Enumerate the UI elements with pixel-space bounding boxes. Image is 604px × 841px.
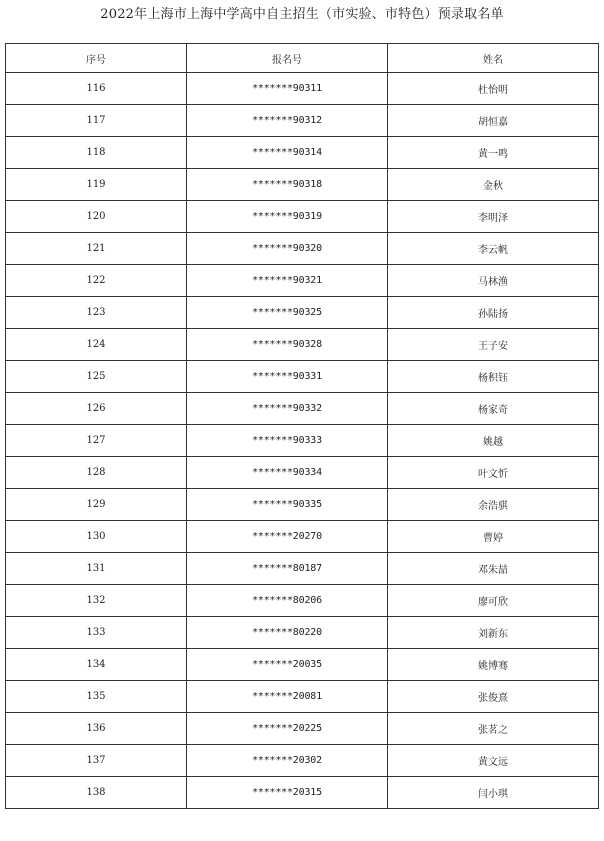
registration-number-cell: *******80187 [187, 553, 388, 585]
table-row [6, 361, 599, 393]
table-row [6, 489, 599, 521]
student-name-cell: 曹婷 [388, 521, 599, 553]
table-row [6, 201, 599, 233]
table-row [6, 105, 599, 137]
serial-number-cell: 136 [6, 713, 187, 745]
student-name-cell: 姚越 [388, 425, 599, 457]
registration-number-cell: *******90318 [187, 169, 388, 201]
registration-number-cell: *******20081 [187, 681, 388, 713]
table-row [6, 233, 599, 265]
student-name-cell: 李云帆 [388, 233, 599, 265]
registration-number-cell: *******90311 [187, 73, 388, 105]
table-row [6, 585, 599, 617]
table-row [6, 713, 599, 745]
student-name-cell: 廖可欣 [388, 585, 599, 617]
serial-number-cell: 122 [6, 265, 187, 297]
registration-number-cell: *******90335 [187, 489, 388, 521]
student-name-cell: 叶文忻 [388, 457, 599, 489]
registration-number-cell: *******90319 [187, 201, 388, 233]
registration-number-cell: *******80220 [187, 617, 388, 649]
registration-number-cell: *******90331 [187, 361, 388, 393]
header-name: 姓名 [388, 44, 599, 73]
registration-number-cell: *******20225 [187, 713, 388, 745]
serial-number-cell: 117 [6, 105, 187, 137]
registration-number-cell: *******20270 [187, 521, 388, 553]
serial-number-cell: 133 [6, 617, 187, 649]
page-title: 2022年上海市上海中学高中自主招生（市实验、市特色）预录取名单 [100, 7, 504, 22]
serial-number-cell: 116 [6, 73, 187, 105]
serial-number-cell: 129 [6, 489, 187, 521]
student-name-cell: 张茗之 [388, 713, 599, 745]
serial-number-cell: 127 [6, 425, 187, 457]
registration-number-cell: *******90328 [187, 329, 388, 361]
serial-number-cell: 118 [6, 137, 187, 169]
student-name-cell: 余浩骐 [388, 489, 599, 521]
table-row [6, 457, 599, 489]
registration-number-cell: *******20315 [187, 777, 388, 809]
registration-number-cell: *******90312 [187, 105, 388, 137]
serial-number-cell: 137 [6, 745, 187, 777]
admission-table [5, 43, 599, 809]
table-row [6, 169, 599, 201]
student-name-cell: 黄一鸣 [388, 137, 599, 169]
serial-number-cell: 138 [6, 777, 187, 809]
student-name-cell: 李明泽 [388, 201, 599, 233]
serial-number-cell: 121 [6, 233, 187, 265]
registration-number-cell: *******90321 [187, 265, 388, 297]
table-row [6, 553, 599, 585]
serial-number-cell: 120 [6, 201, 187, 233]
header-registration-number: 报名号 [187, 44, 388, 73]
serial-number-cell: 131 [6, 553, 187, 585]
serial-number-cell: 124 [6, 329, 187, 361]
student-name-cell: 杨积钰 [388, 361, 599, 393]
table-body [6, 73, 599, 809]
student-name-cell: 张俊熹 [388, 681, 599, 713]
header-serial-number: 序号 [6, 44, 187, 73]
table-row [6, 393, 599, 425]
student-name-cell: 姚博骞 [388, 649, 599, 681]
student-name-cell: 闫小琪 [388, 777, 599, 809]
student-name-cell: 马林渔 [388, 265, 599, 297]
registration-number-cell: *******90320 [187, 233, 388, 265]
student-name-cell: 黄文远 [388, 745, 599, 777]
registration-number-cell: *******80206 [187, 585, 388, 617]
serial-number-cell: 135 [6, 681, 187, 713]
table-row [6, 681, 599, 713]
student-name-cell: 金秋 [388, 169, 599, 201]
registration-number-cell: *******90334 [187, 457, 388, 489]
student-name-cell: 王子安 [388, 329, 599, 361]
serial-number-cell: 123 [6, 297, 187, 329]
student-name-cell: 胡恒嘉 [388, 105, 599, 137]
registration-number-cell: *******90325 [187, 297, 388, 329]
registration-number-cell: *******90333 [187, 425, 388, 457]
student-name-cell: 孙陆扬 [388, 297, 599, 329]
serial-number-cell: 125 [6, 361, 187, 393]
table-row [6, 521, 599, 553]
serial-number-cell: 128 [6, 457, 187, 489]
table-row [6, 425, 599, 457]
serial-number-cell: 132 [6, 585, 187, 617]
registration-number-cell: *******20035 [187, 649, 388, 681]
registration-number-cell: *******90314 [187, 137, 388, 169]
student-name-cell: 杨家奇 [388, 393, 599, 425]
registration-number-cell: *******20302 [187, 745, 388, 777]
table-row [6, 329, 599, 361]
table-row [6, 649, 599, 681]
student-name-cell: 刘新东 [388, 617, 599, 649]
registration-number-cell: *******90332 [187, 393, 388, 425]
table-row [6, 617, 599, 649]
table-row [6, 777, 599, 809]
student-name-cell: 邓朱喆 [388, 553, 599, 585]
serial-number-cell: 119 [6, 169, 187, 201]
student-name-cell: 杜怡明 [388, 73, 599, 105]
table-row [6, 297, 599, 329]
table-row [6, 265, 599, 297]
table-row [6, 745, 599, 777]
serial-number-cell: 126 [6, 393, 187, 425]
serial-number-cell: 134 [6, 649, 187, 681]
table-row [6, 73, 599, 105]
table-row [6, 137, 599, 169]
serial-number-cell: 130 [6, 521, 187, 553]
table-header-row [6, 44, 599, 73]
